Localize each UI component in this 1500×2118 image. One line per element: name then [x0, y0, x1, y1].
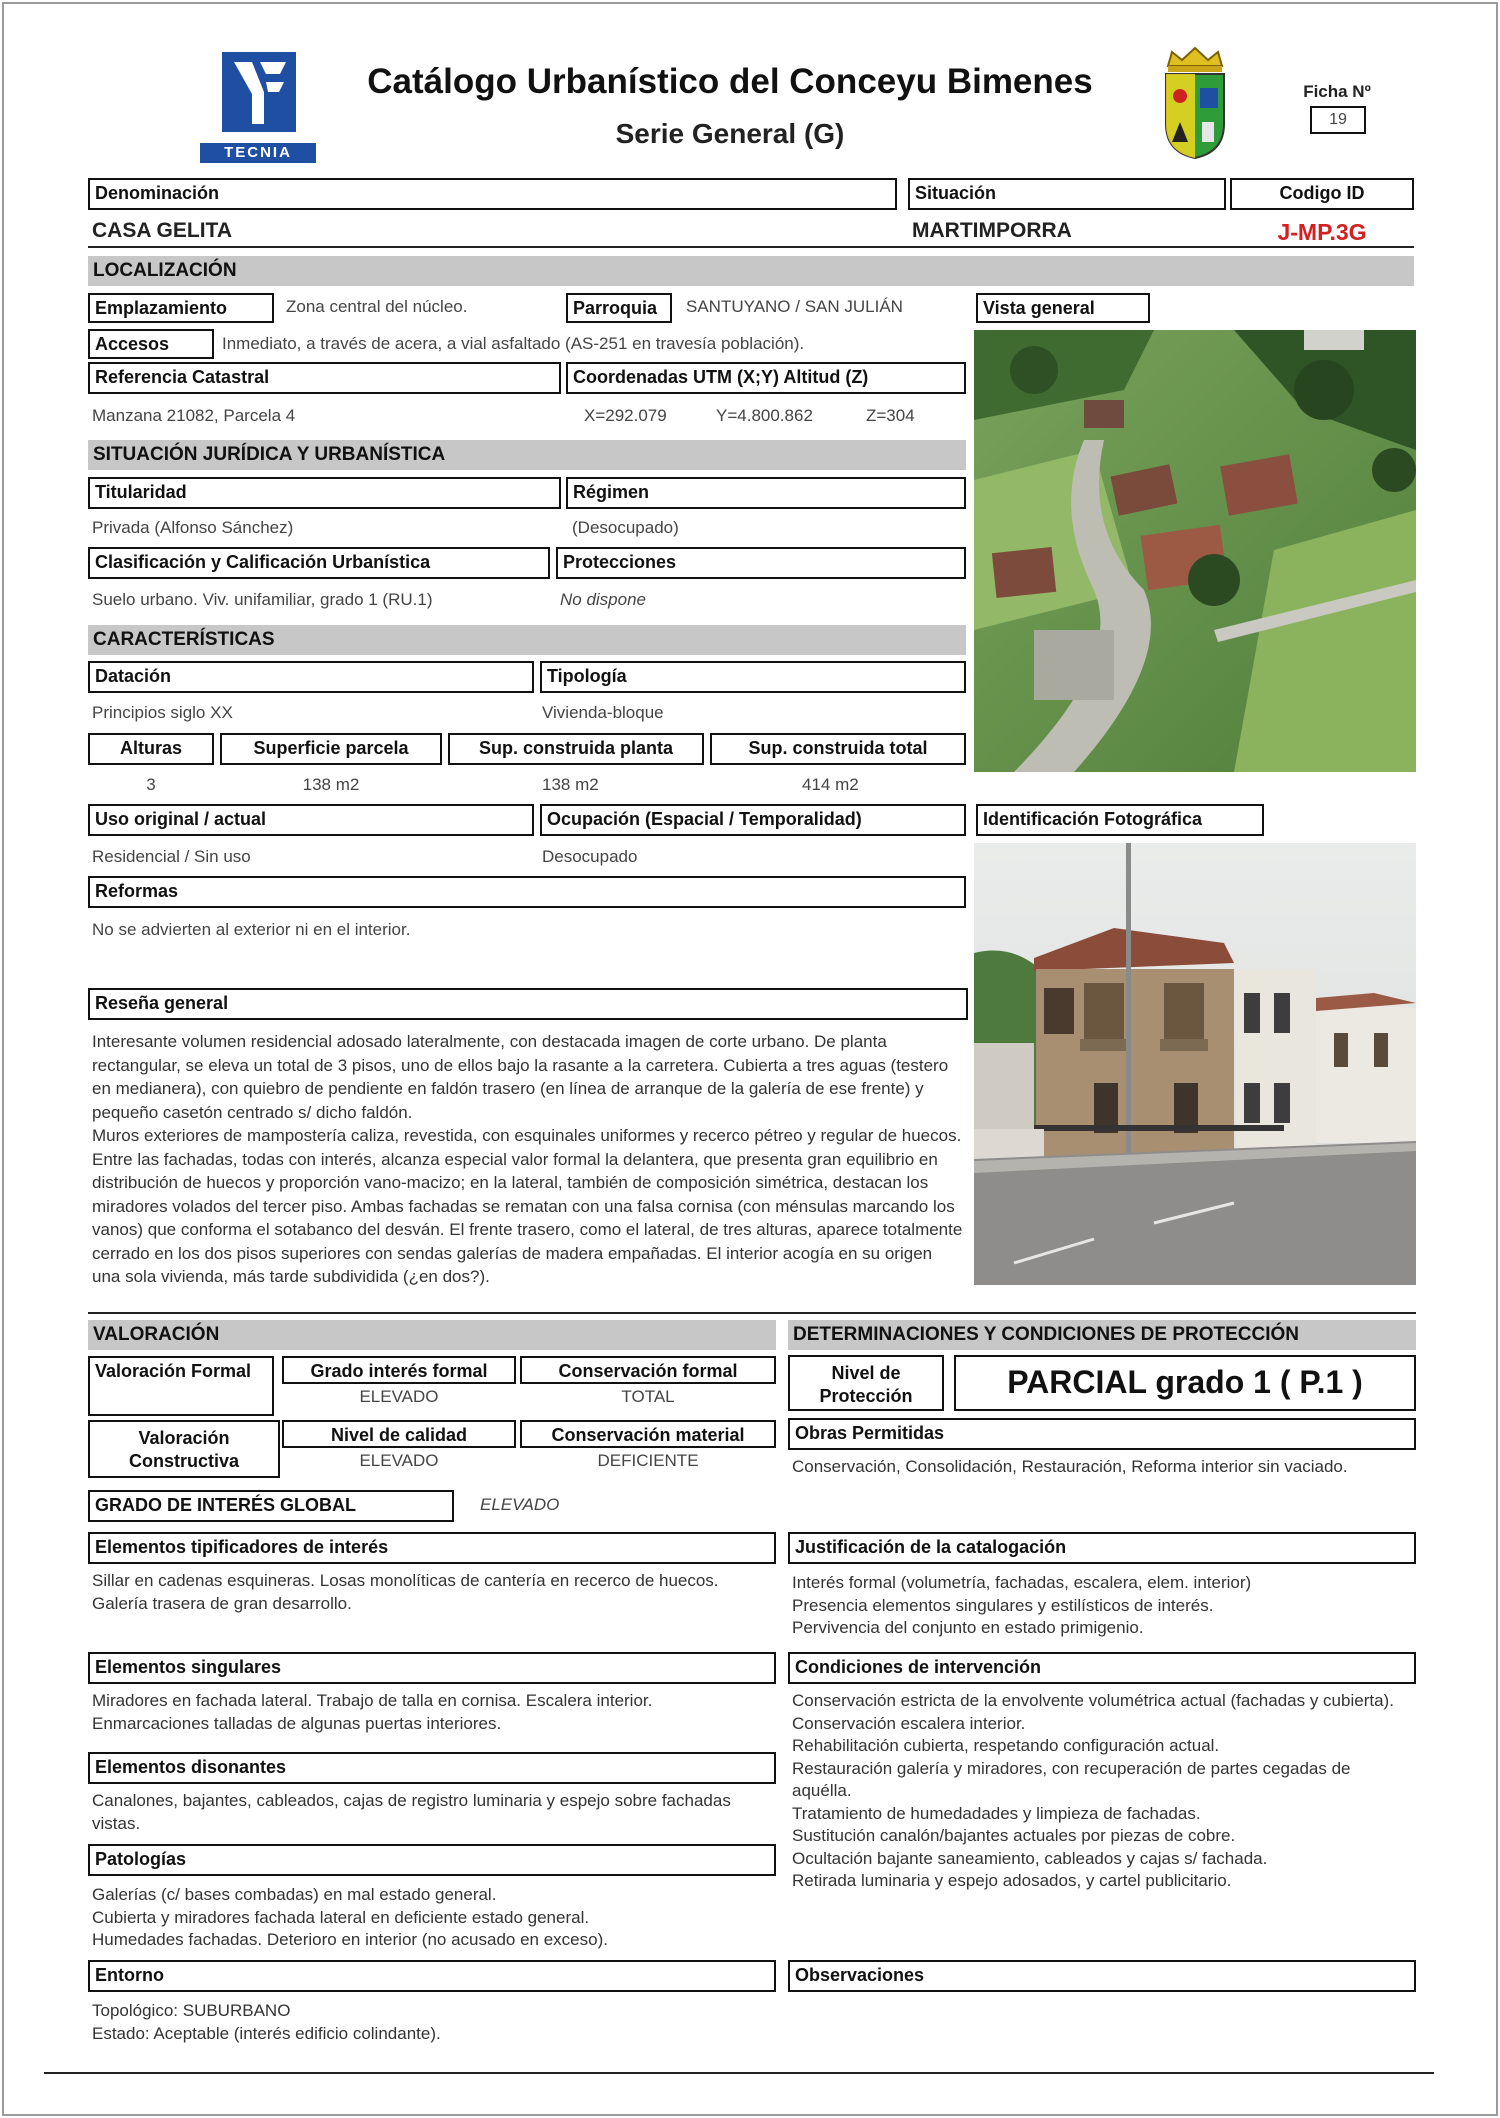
justificacion-line: Interés formal (volumetría, fachadas, escalera, elem. interior) [792, 1573, 1252, 1592]
condiciones-line: Tratamiento de humedadades y limpieza de fachadas. [792, 1803, 1201, 1823]
tecnia-logo [200, 46, 316, 166]
condiciones-line: Sustitución canalón/bajantes actuales por piezas de cobre. [792, 1826, 1236, 1845]
accesos-value: Inmediato, a través de acera, a vial asfaltado (AS-251 en travesía población). [222, 334, 805, 353]
entorno-line: Estado: Aceptable (interés edificio colindante). [92, 2023, 441, 2043]
facade-photo-image [974, 843, 1416, 1285]
entorno-label: Entorno [88, 1960, 776, 1992]
superficie-parcela-label: Superficie parcela [220, 733, 442, 765]
coordenadas-utm-label: Coordenadas UTM (X;Y) Altitud (Z) [566, 362, 966, 394]
ocupacion-label: Ocupación (Espacial / Temporalidad) [540, 804, 966, 836]
codigo-value: J-MP.3G [1277, 219, 1367, 245]
clasificacion-label: Clasificación y Calificación Urbanística [88, 547, 550, 579]
municipal-coat-of-arms [1158, 44, 1232, 162]
disonantes-label: Elementos disonantes [88, 1752, 776, 1784]
justificacion-line: Pervivencia del conjunto en estado primigenio. [792, 1618, 1144, 1637]
conservacion-material-label: Conservación material [520, 1420, 776, 1448]
condiciones-line: Rehabilitación cubierta, respetando configuración actual. [792, 1736, 1220, 1755]
condiciones-label: Condiciones de intervención [788, 1652, 1416, 1684]
document-subtitle: Serie General (G) [615, 118, 845, 149]
alturas-value: 3 [146, 775, 156, 794]
grado-interes-formal-value: ELEVADO [359, 1387, 439, 1406]
emplazamiento-label: Emplazamiento [88, 293, 274, 323]
section-caracteristicas: CARACTERÍSTICAS [88, 625, 966, 655]
grado-interes-global-label: GRADO DE INTERÉS GLOBAL [88, 1490, 454, 1522]
section-localizacion: LOCALIZACIÓN [88, 256, 1414, 286]
situacion-value: MARTIMPORRA [912, 219, 1072, 242]
section-situacion-juridica: SITUACIÓN JURÍDICA Y URBANÍSTICA [88, 440, 966, 470]
aerial-photo [974, 330, 1416, 772]
ficha-number: 19 [1310, 106, 1366, 134]
tipificadores-label: Elementos tipificadores de interés [88, 1532, 776, 1564]
sup-construida-total-value: 414 m2 [802, 775, 859, 794]
entorno-text [92, 2000, 772, 2045]
datacion-label: Datación [88, 661, 534, 693]
section-valoracion: VALORACIÓN [88, 1320, 776, 1350]
uso-value: Residencial / Sin uso [92, 847, 251, 866]
justificacion-label: Justificación de la catalogación [788, 1532, 1416, 1564]
ocupacion-value: Desocupado [542, 847, 638, 866]
conservacion-material-value: DEFICIENTE [597, 1451, 699, 1470]
disonantes-text: Canalones, bajantes, cableados, cajas de registro luminaria y espejo sobre fachadas vistas. [92, 1791, 731, 1833]
vista-general-label: Vista general [976, 293, 1150, 323]
resena-general-label: Reseña general [88, 988, 968, 1020]
codigo-label: Codigo ID [1230, 178, 1414, 210]
justificacion-line: Presencia elementos singulares y estilísticos de interés. [792, 1595, 1214, 1615]
justificacion-text [792, 1572, 1412, 1640]
nivel-calidad-label: Nivel de calidad [282, 1420, 516, 1448]
condiciones-text [792, 1690, 1412, 1893]
situacion-label: Situación [908, 178, 1226, 210]
patologias-line: Galerías (c/ bases combadas) en mal estado general. [92, 1885, 497, 1904]
singulares-text: Miradores en fachada lateral. Trabajo de talla en cornisa. Escalera interior. Enmarcaciones talladas de algunas puertas interiores. [92, 1691, 653, 1733]
footer-divider [44, 2072, 1434, 2074]
parroquia-value: SANTUYANO / SAN JULIÁN [686, 297, 903, 316]
protecciones-value: No dispone [560, 590, 647, 609]
sup-construida-total-label: Sup. construida total [710, 733, 966, 765]
denominacion-value: CASA GELITA [92, 219, 232, 242]
condiciones-line: Restauración galería y miradores, con recuperación de partes cegadas de aquélla. [792, 1758, 1351, 1800]
condiciones-line: Retirada luminaria y espejo adosados, y cartel publicitario. [792, 1871, 1232, 1890]
titularidad-label: Titularidad [88, 477, 561, 509]
reformas-value: No se advierten al exterior ni en el interior. [92, 920, 411, 939]
grado-interes-global-value: ELEVADO [480, 1495, 560, 1514]
ident-divider [88, 246, 1414, 248]
denominacion-label: Denominación [88, 178, 897, 210]
sup-construida-planta-value: 138 m2 [542, 775, 599, 794]
patologias-label: Patologías [88, 1844, 776, 1876]
valoracion-formal-label: Valoración Formal [88, 1356, 274, 1416]
conservacion-formal-label: Conservación formal [520, 1356, 776, 1384]
clasificacion-value: Suelo urbano. Viv. unifamiliar, grado 1 (RU.1) [92, 590, 433, 609]
observaciones-label: Observaciones [788, 1960, 1416, 1992]
singulares-label: Elementos singulares [88, 1652, 776, 1684]
valoracion-divider [88, 1312, 1416, 1314]
section-proteccion: DETERMINACIONES Y CONDICIONES DE PROTECCIÓN [788, 1320, 1416, 1350]
datacion-value: Principios siglo XX [92, 703, 233, 722]
utm-z-value: Z=304 [866, 406, 915, 425]
entorno-line: Topológico: SUBURBANO [92, 2001, 291, 2020]
coat-of-arms-icon [1158, 44, 1232, 162]
reformas-label: Reformas [88, 876, 966, 908]
logo-caption: TECNIA [200, 143, 316, 163]
protecciones-label: Protecciones [556, 547, 966, 579]
patologias-line: Cubierta y miradores fachada lateral en deficiente estado general. [92, 1907, 590, 1927]
patologias-line: Humedades fachadas. Deterioro en interior (no acusado en exceso). [92, 1930, 608, 1949]
facade-photo [974, 843, 1416, 1285]
superficie-parcela-value: 138 m2 [302, 775, 360, 794]
ficha-label: Ficha Nº [1303, 82, 1371, 101]
regimen-value: (Desocupado) [572, 518, 679, 537]
identificacion-fotografica-label: Identificación Fotográfica [976, 804, 1264, 836]
nivel-calidad-value: ELEVADO [359, 1451, 439, 1470]
referencia-catastral-value: Manzana 21082, Parcela 4 [92, 406, 296, 425]
patologias-text [92, 1884, 772, 1952]
condiciones-line: Conservación estricta de la envolvente volumétrica actual (fachadas y cubierta). Conservación escalera interior. [792, 1691, 1394, 1733]
tipologia-label: Tipología [540, 661, 966, 693]
utm-x-value: X=292.079 [584, 406, 667, 425]
aerial-photo-image [974, 330, 1416, 772]
obras-permitidas-text: Conservación, Consolidación, Restauración, Reforma interior sin vaciado. [792, 1457, 1348, 1476]
resena-paragraph: Muros exteriores de mampostería caliza, revestida, con esquinales uniformes y recerco pétreo y regular de huecos. Entre las fachadas, todas con interés, alcanza especial valor formal la delantera, que presenta gran equilibrio en distribución de huecos y proporción vano-macizo; en la lateral, también de composición simétrica, destacan los miradores volados del tercer piso. Ambas fachadas se rematan con una falsa cornisa (con ménsulas marcando los vanos) que conforma el sotabanco del desván. El frente trasero, como el lateral, de tres alturas, aparece totalmente cerrado en los dos pisos superiores con sendas galerías de madera empañadas. El interior acogía en su origen una sola vivienda, más tarde subdividida (¿en dos?). [92, 1126, 963, 1286]
tipologia-value: Vivienda-bloque [542, 703, 664, 722]
utm-y-value: Y=4.800.862 [716, 406, 813, 425]
nivel-proteccion-label: Nivel de Protección [788, 1355, 944, 1411]
tipificadores-text: Sillar en cadenas esquineras. Losas monolíticas de cantería en recerco de huecos. Galería trasera de gran desarrollo. [92, 1571, 719, 1613]
document-title: Catálogo Urbanístico del Conceyu Bimenes [367, 62, 1093, 101]
alturas-label: Alturas [88, 733, 214, 765]
emplazamiento-value: Zona central del núcleo. [286, 297, 468, 316]
valoracion-constructiva-label: Valoración Constructiva [88, 1420, 280, 1478]
conservacion-formal-value: TOTAL [621, 1387, 675, 1406]
resena-general-text [92, 1030, 964, 1289]
parroquia-label: Parroquia [566, 293, 672, 323]
uso-label: Uso original / actual [88, 804, 534, 836]
referencia-catastral-label: Referencia Catastral [88, 362, 561, 394]
nivel-proteccion-value: PARCIAL grado 1 ( P.1 ) [954, 1355, 1416, 1411]
resena-paragraph: Interesante volumen residencial adosado lateralmente, con destacada imagen de corte urbano. De planta rectangular, se eleva un total de 3 pisos, uno de ellos bajo la rasante a la carretera. Cubierta a tres aguas (testero en medianera), con quiebro de pendiente en faldón trasero (en línea de arranque de la galería de ese frente) y pequeño casetón centrado s/ dicho faldón. [92, 1032, 949, 1122]
grado-interes-formal-label: Grado interés formal [282, 1356, 516, 1384]
sup-construida-planta-label: Sup. construida planta [448, 733, 704, 765]
titularidad-value: Privada (Alfonso Sánchez) [92, 518, 294, 537]
condiciones-line: Ocultación bajante saneamiento, cableados y cajas s/ fachada. [792, 1848, 1268, 1868]
tecnia-logo-mark [200, 46, 316, 146]
accesos-label: Accesos [88, 329, 214, 359]
obras-permitidas-label: Obras Permitidas [788, 1418, 1416, 1450]
regimen-label: Régimen [566, 477, 966, 509]
